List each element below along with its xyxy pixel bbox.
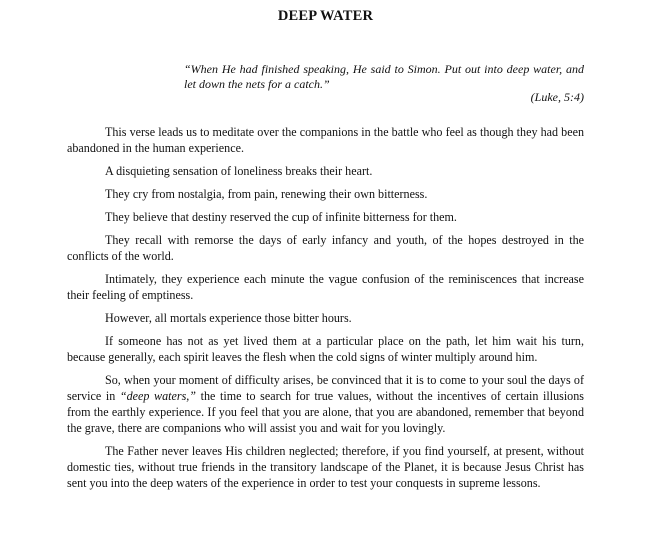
paragraph-9 xyxy=(67,372,584,436)
epigraph-citation: (Luke, 5:4) xyxy=(530,90,584,104)
paragraph-6: Intimately, they experience each minute the vague confusion of the reminiscences that increase their feeling of emptiness. xyxy=(67,272,584,302)
paragraph-7: However, all mortals experience those bitter hours. xyxy=(105,311,352,325)
paragraph-4: They believe that destiny reserved the cup of infinite bitterness for them. xyxy=(105,210,457,224)
epigraph-quote: “When He had finished speaking, He said to Simon. Put out into deep water, and let down the nets for a catch.” xyxy=(184,62,584,91)
paragraph-2: A disquieting sensation of loneliness breaks their heart. xyxy=(105,164,373,178)
paragraph-10: The Father never leaves His children neglected; therefore, if you find yourself, at present, without domestic ties, without true friends in the transitory landscape of the Planet, it is because Jesus Christ has sent you into the deep waters of the experience in order to test your conquests in supreme lessons. xyxy=(67,444,584,490)
paragraph-9-end: the time to search for true values, without the incentives of certain illusions from the earthly experience. If you feel that you are alone, that you are abandoned, remember that beyond the grave, there are companions who will assist you and wait for you lovingly. xyxy=(67,389,584,435)
document-body xyxy=(67,124,584,498)
document-title: DEEP WATER xyxy=(277,8,374,24)
paragraph-8: If someone has not as yet lived them at a particular place on the path, let him wait his turn, because generally, each spirit leaves the flesh when the cold signs of winter multiply around him. xyxy=(67,334,584,364)
paragraph-1: This verse leads us to meditate over the companions in the battle who feel as though they had been abandoned in the human experience. xyxy=(67,125,584,155)
paragraph-9-emphasis: “deep waters,” xyxy=(119,389,197,403)
paragraph-3: They cry from nostalgia, from pain, renewing their own bitterness. xyxy=(105,187,428,201)
paragraph-9-start: So, when your moment of difficulty arises, be convinced that it is to come to your soul the days of service in xyxy=(67,373,584,403)
paragraph-5: They recall with remorse the days of early infancy and youth, of the hopes destroyed in the conflicts of the world. xyxy=(67,233,584,263)
